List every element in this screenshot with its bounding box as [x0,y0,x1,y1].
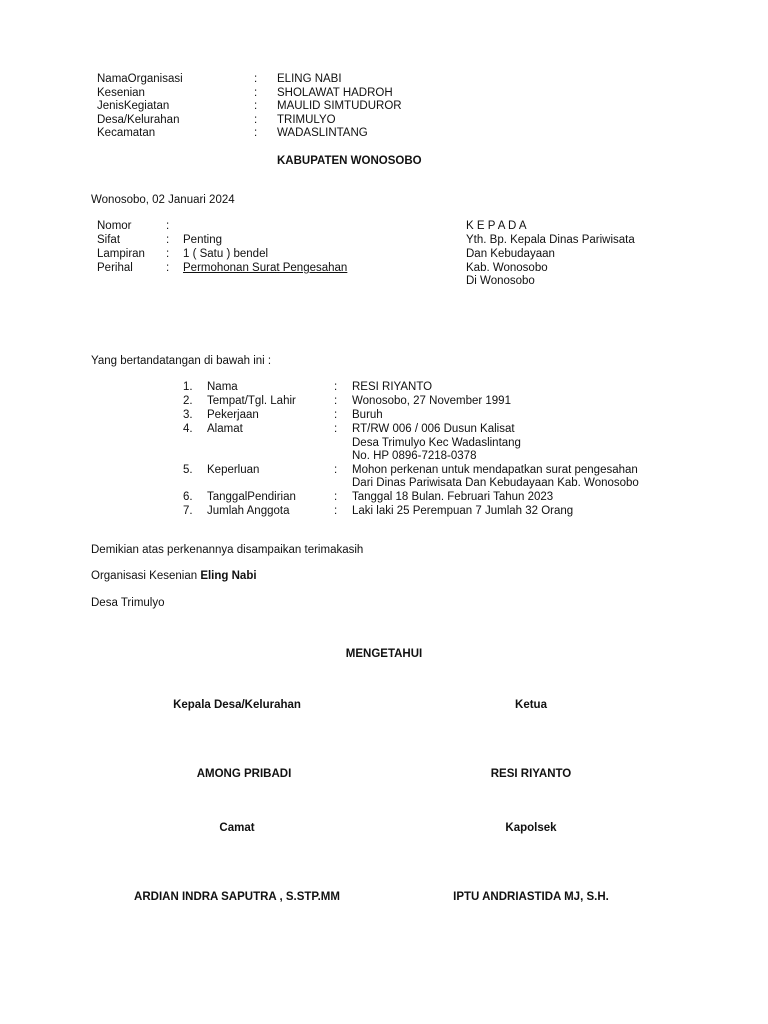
detail-value-anggota: Laki laki 25 Perempuan 7 Jumlah 32 Orang [352,505,574,517]
detail-sep: : [334,505,338,517]
detail-value-alamat-1: RT/RW 006 / 006 Dusun Kalisat [352,423,515,435]
meta-sep: : [166,248,170,260]
meta-sep: : [166,220,170,232]
detail-num: 2. [183,395,193,407]
signature-name-kapolsek: IPTU ANDRIASTIDA MJ, S.H. [453,891,609,903]
organization-name: Eling Nabi [200,570,257,582]
village-text: Desa Trimulyo [91,597,165,609]
detail-num: 6. [183,491,193,503]
header-label-kesenian: Kesenian [97,86,145,99]
detail-num: 7. [183,505,193,517]
place-date: Wonosobo, 02 Januari 2024 [91,194,235,206]
header-label-organisasi: NamaOrganisasi [97,73,183,85]
recipient-line: Kab. Wonosobo [466,262,548,274]
detail-label-pendirian: TanggalPendirian [207,491,296,503]
detail-value-nama: RESI RIYANTO [352,381,433,393]
header-sep: : [254,100,258,112]
detail-sep: : [334,395,338,407]
signature-title-ketua: Ketua [515,699,547,711]
recipient-line: Yth. Bp. Kepala Dinas Pariwisata [466,234,635,246]
detail-num: 5. [183,463,193,476]
detail-value-pendirian: Tanggal 18 Bulan. Februari Tahun 2023 [352,491,554,503]
meta-label-perihal: Perihal [97,262,133,274]
detail-value-keperluan-1: Mohon perkenan untuk mendapatkan surat pengesahan [352,463,638,476]
organization-prefix: Organisasi Kesenian [91,570,201,582]
detail-value-ttl: Wonosobo, 27 November 1991 [352,395,511,407]
recipient-line: K E P A D A [466,220,527,232]
detail-label-alamat: Alamat [207,423,243,435]
signature-heading: MENGETAHUI [345,648,423,660]
detail-value-alamat-3: No. HP 0896-7218-0378 [352,450,477,462]
header-sep: : [254,113,258,126]
detail-label-anggota: Jumlah Anggota [207,505,290,517]
header-sep: : [254,86,258,99]
signature-name-camat: ARDIAN INDRA SAPUTRA , S.STP.MM [134,891,340,903]
signature-title-kepala-desa: Kepala Desa/Kelurahan [173,699,301,711]
header-label-desa: Desa/Kelurahan [97,113,180,126]
header-label-kegiatan: JenisKegiatan [97,100,170,112]
signature-title-kapolsek: Kapolsek [505,822,557,834]
detail-value-alamat-2: Desa Trimulyo Kec Wadaslintang [352,436,521,449]
header-sep: : [254,127,258,139]
detail-sep: : [334,381,338,393]
district-title: KABUPATEN WONOSOBO [277,155,422,167]
organization-line [91,570,257,584]
detail-label-keperluan: Keperluan [207,463,260,476]
signature-name-ketua: RESI RIYANTO [490,768,572,780]
detail-value-pekerjaan: Buruh [352,409,383,421]
meta-label-sifat: Sifat [97,234,121,246]
detail-value-keperluan-2: Dari Dinas Pariwisata Dan Kebudayaan Kab. Wonosobo [352,477,639,489]
header-sep: : [254,73,258,85]
header-value-organisasi: ELING NABI [277,73,342,85]
meta-sep: : [166,234,170,246]
intro-text: Yang bertandatangan di bawah ini : [91,355,272,367]
meta-sep: : [166,262,170,274]
detail-num: 4. [183,423,193,435]
meta-value-perihal: Permohonan Surat Pengesahan [183,262,348,274]
detail-label-nama: Nama [207,381,238,393]
recipient-line: Dan Kebudayaan [466,248,555,260]
signature-name-kepala-desa: AMONG PRIBADI [196,768,292,780]
meta-label-lampiran: Lampiran [97,248,145,260]
header-value-desa: TRIMULYO [277,113,336,126]
meta-label-nomor: Nomor [97,220,132,232]
detail-num: 1. [183,381,193,393]
closing-text: Demikian atas perkenannya disampaikan terimakasih [91,544,364,556]
header-value-kesenian: SHOLAWAT HADROH [277,86,393,99]
detail-label-pekerjaan: Pekerjaan [207,409,259,421]
header-value-kecamatan: WADASLINTANG [277,127,368,139]
detail-sep: : [334,409,338,421]
meta-value-lampiran: 1 ( Satu ) bendel [183,248,269,260]
header-label-kecamatan: Kecamatan [97,127,156,139]
header-value-kegiatan: MAULID SIMTUDUROR [277,100,402,112]
detail-sep: : [334,423,338,435]
detail-sep: : [334,491,338,503]
detail-label-ttl: Tempat/Tgl. Lahir [207,395,296,407]
meta-value-sifat: Penting [183,234,223,246]
recipient-line: Di Wonosobo [466,275,535,287]
detail-num: 3. [183,409,193,421]
signature-title-camat: Camat [219,822,255,834]
detail-sep: : [334,463,338,476]
